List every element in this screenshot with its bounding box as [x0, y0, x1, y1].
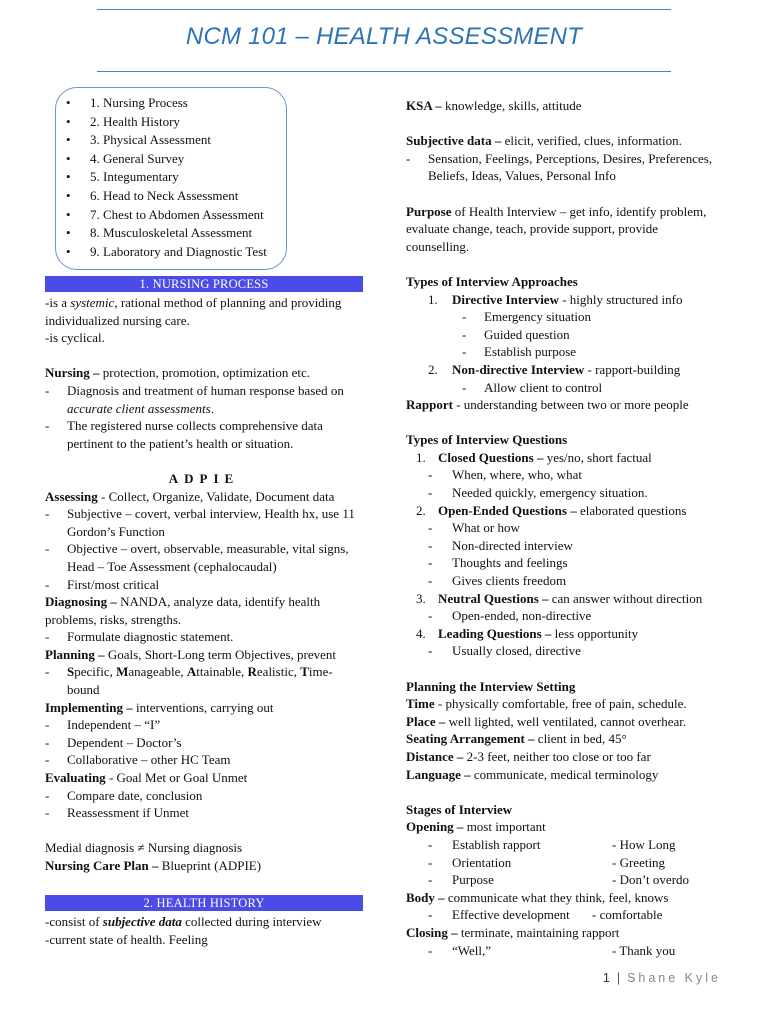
sub-item: - Purpose - Don’t overdo	[406, 871, 716, 889]
page-footer	[603, 970, 721, 988]
sub-item: - Non-directed interview	[406, 537, 716, 555]
numbered-item: 1. Directive Interview - highly structured info	[428, 291, 683, 307]
adpie-heading: ADPIE	[168, 470, 240, 486]
numbered-item: 4. Leading Questions – less opportunity	[416, 625, 639, 641]
section-heading-nursing-process: 1. NURSING PROCESS	[45, 276, 363, 292]
definition: Body – communicate what they think, feel, knows	[406, 889, 669, 905]
table-of-contents	[55, 87, 287, 270]
definition: KSA – knowledge, skills, attitude	[406, 98, 582, 113]
subheading: Types of Interview Approaches	[406, 273, 578, 289]
sub-item: - Guided question	[406, 326, 716, 344]
definition: Nursing – protection, promotion, optimization etc.	[45, 365, 311, 381]
numbered-item: 3. Neutral Questions – can answer without direction	[416, 590, 703, 606]
right-column	[406, 97, 716, 959]
definition: Language – communicate, medical terminology	[406, 766, 659, 782]
sub-item: - Thoughts and feelings	[406, 554, 716, 572]
numbered-item: 1. Closed Questions – yes/no, short factual	[416, 449, 652, 465]
sub-item: - Effective development - comfortable	[406, 906, 716, 924]
list-item: - Compare date, conclusion	[45, 787, 363, 805]
list-item: - Objective – overt, observable, measurable, vital signs, Head – Toe Assessment (cephalocaudal)	[45, 540, 363, 575]
toc-item: • 8. Musculoskeletal Assessment	[66, 224, 286, 243]
list-item: - Collaborative – other HC Team	[45, 751, 363, 769]
subheading: Planning the Interview Setting	[406, 678, 576, 694]
definition: Subjective data – elicit, verified, clues, information.	[406, 133, 682, 149]
subheading: Stages of Interview	[406, 801, 513, 817]
definition: Diagnosing – NANDA, analyze data, identify health problems, risks, strengths.	[45, 594, 321, 627]
definition: Planning – Goals, Short-Long term Objectives, prevent	[45, 646, 337, 662]
page-number: 1	[602, 971, 613, 985]
definition: Rapport - understanding between two or more people	[406, 397, 689, 413]
paragraph: -consist of subjective data collected during interview	[45, 914, 322, 930]
definition: Time - physically comfortable, free of pain, schedule.	[406, 696, 687, 712]
paragraph: -current state of health. Feeling	[45, 931, 208, 947]
toc-list	[56, 88, 286, 261]
definition: Place – well lighted, well ventilated, cannot overhear.	[406, 713, 687, 729]
toc-item: • 2. Health History	[66, 113, 286, 132]
sub-item: - Emergency situation	[406, 308, 716, 326]
sub-item: - Open-ended, non-directive	[406, 607, 716, 625]
list-item: - Subjective – covert, verbal interview, Health hx, use 11 Gordon’s Function	[45, 505, 363, 540]
title-rule	[97, 71, 671, 72]
list-item: - Independent – “I”	[45, 716, 363, 734]
numbered-item: 2. Non-directive Interview - rapport-building	[428, 361, 681, 377]
paragraph: -is a systemic, rational method of planning and providing individualized nursing care.	[45, 295, 342, 328]
footer-separator: |	[616, 971, 624, 985]
left-column	[45, 276, 363, 948]
section-heading-health-history: 2. HEALTH HISTORY	[45, 895, 363, 911]
sub-item: - Allow client to control	[406, 379, 716, 397]
definition: Assessing - Collect, Organize, Validate, Document data	[45, 488, 335, 504]
toc-item: • 6. Head to Neck Assessment	[66, 187, 286, 206]
toc-item: • 3. Physical Assessment	[66, 131, 286, 150]
definition: Distance – 2-3 feet, neither too close or too far	[406, 748, 651, 764]
sub-item: - “Well,” - Thank you	[406, 942, 716, 960]
list-item-smart: - Specific, Manageable, Attainable, Realistic, Time-bound	[45, 663, 363, 698]
sub-item: - Establish purpose	[406, 343, 716, 361]
definition: Evaluating - Goal Met or Goal Unmet	[45, 770, 248, 786]
sub-item: - Orientation - Greeting	[406, 854, 716, 872]
sub-item: - Establish rapport - How Long	[406, 836, 716, 854]
list-item: - Diagnosis and treatment of human response based on accurate client assessments.	[45, 382, 363, 417]
list-item: - Sensation, Feelings, Perceptions, Desires, Preferences, Beliefs, Ideas, Values, Personal Info	[406, 150, 716, 185]
toc-item: • 4. General Survey	[66, 150, 286, 169]
top-rule	[97, 9, 671, 10]
sub-item: - When, where, who, what	[406, 466, 716, 484]
toc-item: • 1. Nursing Process	[66, 94, 286, 113]
page-title: NCM 101 – HEALTH ASSESSMENT	[185, 23, 583, 50]
definition: Seating Arrangement – client in bed, 45°	[406, 731, 627, 747]
list-item: - Reassessment if Unmet	[45, 804, 363, 822]
subheading: Types of Interview Questions	[406, 432, 568, 448]
toc-item: • 7. Chest to Abdomen Assessment	[66, 206, 286, 225]
definition: Opening – most important	[406, 819, 546, 835]
sub-item: - What or how	[406, 519, 716, 537]
definition: Nursing Care Plan – Blueprint (ADPIE)	[45, 858, 262, 873]
toc-item: • 9. Laboratory and Diagnostic Test	[66, 243, 286, 262]
list-item: - Dependent – Doctor’s	[45, 734, 363, 752]
list-item: - The registered nurse collects comprehensive data pertinent to the patient’s health or situation.	[45, 417, 363, 452]
definition: Closing – terminate, maintaining rapport	[406, 924, 620, 940]
toc-item: • 5. Integumentary	[66, 168, 286, 187]
paragraph: Medial diagnosis ≠ Nursing diagnosis	[45, 840, 243, 856]
definition: Purpose of Health Interview – get info, identify problem, evaluate change, teach, provide support, provide counselling.	[406, 203, 707, 254]
sub-item: - Needed quickly, emergency situation.	[406, 484, 716, 502]
list-item: - Formulate diagnostic statement.	[45, 628, 363, 646]
numbered-item: 2. Open-Ended Questions – elaborated questions	[416, 502, 687, 518]
definition: Implementing – interventions, carrying out	[45, 699, 274, 715]
sub-item: - Usually closed, directive	[406, 642, 716, 660]
author-name: Shane Kyle	[627, 971, 721, 985]
paragraph: -is cyclical.	[45, 330, 105, 346]
list-item: - First/most critical	[45, 576, 363, 594]
sub-item: - Gives clients freedom	[406, 572, 716, 590]
